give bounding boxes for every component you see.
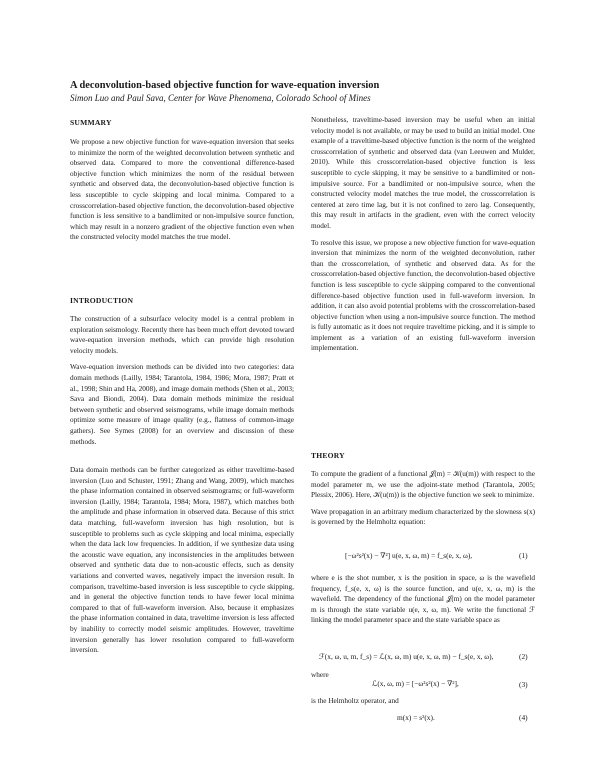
- paper-authors: Simon Luo and Paul Sava, Center for Wave Phenomena, Colorado School of Mines: [70, 93, 371, 103]
- summary-paragraph: We propose a new objective function for wave-equation inversion that seeks to minimize the norm of the weighted deconvolution between synthetic and observed data. Compared to more the conventional difference-based objective function which minimizes the norm of the residual between synthetic and observed data, the deconvolution-based objective function is less susceptible to cycle skipping and local minima. Compared to a crosscorrelation-based objective function, the deconvolution-based objective function is less sensitive to a bandlimited or non-impulsive source function, which may result in a nonzero gradient of the objective function even when the constructed velocity model matches the true model.: [70, 138, 294, 242]
- theory-paragraph-3: where e is the shot number, x is the position in space, ω is the wavefield frequency, f_s(e, x, ω) is the source function, and u(e, x, ω, m) is the wavefield. The dependency of the functional 𝒥(m) on the model parameter m is through the state variable u(e, x, ω, m). We write the functional ℱ linking the model parameter space and the state variable space as: [311, 574, 535, 625]
- equation-3: ℒ(x, ω, m) = [−ω²s²(x) − ∇²],: [372, 679, 459, 688]
- theory-text-block-2: [311, 573, 535, 632]
- right-paragraph-2: To resolve this issue, we propose a new objective function for wave-equation inversion that minimizes the norm of the weighted deconvolution, rather than the crosscorrelation, of synthetic and observed data. As for the crosscorrelation-based objective function, the deconvolution-based objective function is less susceptible to cycle skipping compared to the conventional difference-based objective function used in full-waveform inversion. In addition, it can also avoid potential problems with the crosscorrelation-based objective function when using a non-impulsive source function. The method is fully automatic as it does not require traveltime picking, and it is simple to implement as a variation of an existing full-waveform inversion implementation.: [311, 238, 535, 353]
- theory-paragraph-1: To compute the gradient of a functional 𝒥(m) = 𝒦(u(m)) with respect to the model parameter m, we use the adjoint-state method (Tarantola, 2005; Plessix, 2006). Here, 𝒦(u(m)) is the objective function we seek to minimize.: [311, 470, 535, 500]
- after-equation-3-text: is the Helmholtz operator, and: [311, 697, 399, 705]
- intro-paragraph-3-block: [70, 465, 294, 662]
- theory-heading: THEORY: [311, 451, 345, 460]
- intro-paragraph-1: The construction of a subsurface velocity model is a central problem in exploration seismology. Recently there has been much effort devoted toward wave-equation inversion methods, which can provide high resolution velocity models.: [70, 315, 294, 355]
- right-paragraph-1: Nonetheless, traveltime-based inversion may be useful when an initial velocity model is not available, or may be used to build an initial model. One example of a traveltime-based objective function is the norm of the weighted crosscorrelation of synthetic and observed data (van Leeuwen and Mulder, 2010). While this crosscorrelation-based objective function is less susceptible to cycle skipping, it may be sensitive to a bandlimited or non-impulsive source. For a bandlimited or non-impulsive source, when the constructed velocity model matches the true model, the crosscorrelation is centered at zero time lag, but it is not confined to zero lag. Consequently, this may result in artifacts in the gradient, even with the correct velocity model.: [311, 116, 535, 230]
- introduction-heading: INTRODUCTION: [70, 296, 134, 305]
- paper-title: A deconvolution-based objective function for wave-equation inversion: [70, 80, 380, 91]
- equation-1: [−ω²s²(x) − ∇²] u(e, x, ω, m) = f_s(e, x, ω),: [345, 551, 473, 560]
- equation-2-number: (2): [519, 652, 528, 661]
- summary-heading: SUMMARY: [70, 118, 112, 127]
- theory-paragraph-2: Wave propagation in an arbitrary medium characterized by the slowness s(x) is governed by the Helmholtz equation:: [311, 507, 535, 527]
- equation-3-number: (3): [519, 680, 528, 689]
- intro-paragraph-3: Data domain methods can be further categorized as either traveltime-based inversion (Luo and Schuster, 1991; Zhang and Wang, 2009), which matches the phase information contained in observed seismograms; or full-waveform inversion (Lailly, 1984; Tarantola, 1984; Mora, 1987), which matches both the amplitude and phase information in observed data. Because of this strict data matching, full-waveform inversion has high resolution, but is susceptible to problems such as cycle skipping and local minima, especially when the data lack low frequencies. In addition, if we synthesize data using the acoustic wave equation, any inconsistencies in the amplitudes between observed and synthetic data due to non-acoustic effects, such as density variations and converted waves, negatively impact the inversion result. In comparison, traveltime-based inversion is less susceptible to cycle skipping, and in general the objective function tends to have fewer local minima compared to that of full-waveform inversion. Also, because it emphasizes the phase information contained in data, traveltime inversion is less affected by inability to correctly model seismic amplitudes. However, traveltime inversion generally has lower resolution compared to full-waveform inversion.: [70, 466, 294, 655]
- equation-2: ℱ(x, ω, u, m, f_s) = ℒ(x, ω, m) u(e, x, ω, m) − f_s(e, x, ω),: [319, 652, 494, 661]
- where-label: where: [311, 671, 329, 679]
- equation-4-number: (4): [519, 713, 528, 722]
- introduction-text-block: [70, 314, 294, 453]
- intro-paragraph-2: Wave-equation inversion methods can be divided into two categories: data domain methods (Lailly, 1984; Tarantola, 1984, 1986; Mora, 1987; Pratt et al., 1998; Shin and Ha, 2008), and image domain methods (Shen et al., 2003; Sava and Biondi, 2004). Data domain methods minimize the residual between synthetic and observed seismograms, while image domain methods optimize some measure of image quality (e.g., flatness of common-image gathers). See Symes (2008) for an overview and discussion of these methods.: [70, 363, 294, 446]
- theory-text-block-1: [311, 469, 535, 534]
- equation-4: m(x) = s²(x).: [397, 713, 435, 722]
- equation-1-number: (1): [519, 551, 528, 560]
- summary-text-block: [70, 137, 294, 249]
- right-text-block: [311, 115, 535, 360]
